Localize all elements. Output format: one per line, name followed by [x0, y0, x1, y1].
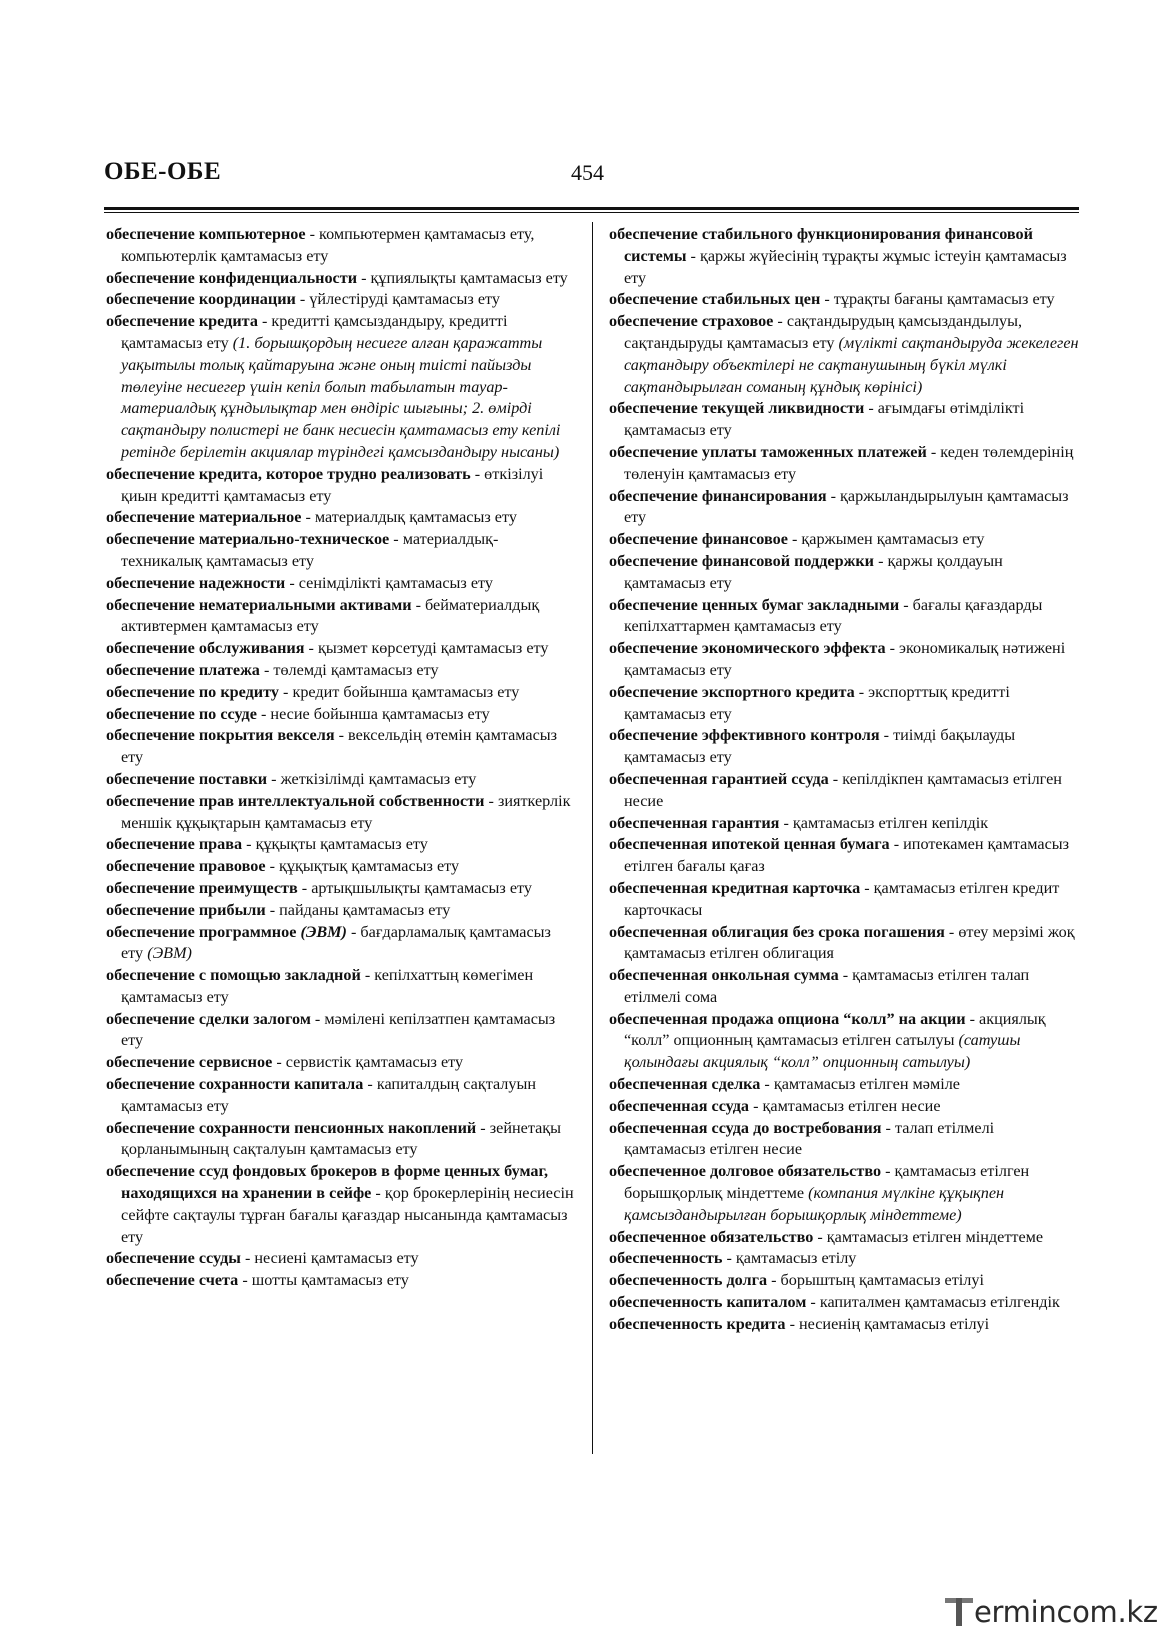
entry-translation: - бағалы қағаздарды кепілхаттармен қамтамасыз ету: [624, 595, 1043, 636]
entry-translation: - қамтамасыз етілген несие: [749, 1096, 941, 1115]
dictionary-entry: [106, 529, 576, 573]
entry-translation: - несиені қамтамасыз ету: [240, 1249, 419, 1268]
entry-note: (компания мүлкіне құқықпен қамсыздандырылған борышқорлық міндеттеме): [624, 1184, 1005, 1224]
entry-term: обеспечение счета: [106, 1271, 239, 1290]
dictionary-entry: [106, 595, 576, 639]
entry-term: обеспечение страховое: [609, 312, 774, 331]
dictionary-entry: [106, 769, 576, 791]
dictionary-entry: [609, 1314, 1079, 1336]
entry-term: обеспеченная продажа опциона “колл” на акции: [609, 1009, 966, 1028]
dictionary-entry: [106, 856, 576, 878]
entry-translation: - үйлестіруді қамтамасыз ету: [295, 290, 500, 309]
entry-term: обеспечение материальное: [106, 508, 302, 527]
dictionary-entry: [106, 682, 576, 704]
dictionary-entry: [106, 573, 576, 595]
dictionary-entry: [609, 1270, 1079, 1292]
entry-translation: - құқықты қамтамасыз ету: [242, 835, 428, 854]
entry-term: обеспечение стабильного функционирования финансовой системы: [609, 225, 1033, 265]
entry-translation: - жеткізілімді қамтамасыз ету: [267, 769, 477, 788]
entry-term: обеспечение сервисное: [106, 1053, 273, 1072]
column-divider: [592, 222, 593, 1454]
entry-translation: - қор брокерлерінің несиесін сейфте сақтаулы тұрған бағалы қағаздар нысанында қамтамасыз ету: [121, 1184, 574, 1246]
dictionary-entry: [106, 791, 576, 835]
entry-translation: - сенімділікті қамтамасыз ету: [285, 573, 494, 592]
dictionary-entry: [106, 965, 576, 1009]
entry-term: обеспечение финансовой поддержки: [609, 551, 875, 570]
entry-term: обеспечение по ссуде: [106, 704, 257, 723]
dictionary-entry: [609, 878, 1079, 922]
dictionary-entry: [609, 224, 1079, 289]
dictionary-entry: [609, 1227, 1079, 1249]
entry-translation: - қамтамасыз етілу: [722, 1249, 857, 1268]
entry-translation: - ипотекамен қамтамасыз етілген бағалы қағаз: [624, 835, 1070, 876]
entry-term: обеспечение экономического эффекта: [609, 639, 886, 658]
dictionary-entry: [106, 878, 576, 900]
dictionary-entry: [609, 1292, 1079, 1314]
entry-translation: - экспорттық кредитті қамтамасыз ету: [624, 682, 1010, 723]
dictionary-entry: [106, 311, 576, 464]
entry-translation: - несие бойынша қамтамасыз ету: [256, 704, 490, 723]
dictionary-entry: [106, 900, 576, 922]
entry-term: обеспеченная онкольная сумма: [609, 966, 839, 985]
entry-term: обеспечение координации: [106, 290, 296, 309]
entry-translation: - қамтамасыз етілген мәміле: [760, 1075, 960, 1094]
entry-term: обеспеченная кредитная карточка: [609, 878, 861, 897]
entry-translation: - пайданы қамтамасыз ету: [265, 900, 451, 919]
dictionary-entry: [609, 638, 1079, 682]
entry-term: обеспечение ценных бумаг закладными: [609, 595, 900, 614]
entry-translation: - сақтандырудың қамсыздандылуы, сақтандыруды қамтамасыз ету: [624, 312, 1023, 352]
entry-term: обеспеченная сделка: [609, 1075, 761, 1094]
entry-term: обеспечение правовое: [106, 857, 266, 876]
entry-translation: - құпиялықты қамтамасыз ету: [357, 268, 568, 287]
entry-translation: - ағымдағы өтімділікті қамтамасыз ету: [624, 399, 1025, 440]
dictionary-entry: [609, 725, 1079, 769]
entry-term: обеспечение права: [106, 835, 243, 854]
dictionary-entry: [106, 922, 576, 966]
right-column: [609, 224, 1079, 1336]
entry-translation: - акциялық “колл” опционның қамтамасыз етілген сатылуы: [624, 1009, 1046, 1050]
dictionary-entry: [106, 834, 576, 856]
entry-translation: - талап етілмелі қамтамасыз етілген несие: [624, 1118, 995, 1159]
dictionary-entry: [106, 289, 576, 311]
entry-translation: - қаржы жүйесінің тұрақты жұмыс істеуін қамтамасыз ету: [624, 246, 1067, 287]
entry-translation: - төлемді қамтамасыз ету: [259, 660, 439, 679]
entry-term: обеспечение платежа: [106, 660, 260, 679]
entry-term: обеспечение эффективного контроля: [609, 726, 880, 745]
entry-note: (1. борышқордың несиеге алған қаражатты уақытылы толық қайтаруына және оның тиісті пайызды төлеуіне несиегер үшін кепіл болып табылатын тауар-материалдық құндылықтар мен өндіріс шығыны; 2. өмірді сақтандыру полистері не банк несиесін қамтамасыз ету кепілі ретінде берілетін акциялар түріндегі қамсыздандыру нысаны): [121, 333, 561, 461]
dictionary-entry: [609, 834, 1079, 878]
entry-translation: - экономикалық нәтижені қамтамасыз ету: [624, 639, 1066, 679]
entry-translation: - қызмет көрсетуді қамтамасыз ету: [304, 639, 549, 658]
dictionary-entry: [106, 704, 576, 726]
dictionary-entry: [609, 813, 1079, 835]
entry-term: обеспечение экспортного кредита: [609, 682, 855, 701]
dictionary-entry: [106, 660, 576, 682]
entry-translation: - құқықтық қамтамасыз ету: [265, 857, 460, 876]
dictionary-entry: [609, 922, 1079, 966]
dictionary-entry: [609, 529, 1079, 551]
entry-translation: - капиталмен қамтамасыз етілгендік: [806, 1293, 1060, 1312]
entry-term: обеспечение преимуществ: [106, 878, 298, 897]
dictionary-entry: [609, 682, 1079, 726]
entry-term: обеспечение ссуд фондовых брокеров в форме ценных бумаг, находящихся на хранении в сейфе: [106, 1162, 549, 1203]
entry-translation: - зейнетақы қорланымының сақталуын қамтамасыз ету: [121, 1118, 562, 1159]
entry-term-note: (ЭВМ): [296, 922, 347, 941]
entry-translation: - материалдық-техникалық қамтамасыз ету: [121, 530, 499, 570]
entry-translation: - тиімді бақылауды қамтамасыз ету: [624, 726, 1016, 767]
entry-term: обеспеченное обязательство: [609, 1227, 814, 1246]
entry-term: обеспечение материально-техническое: [106, 530, 390, 549]
entry-translation: - вексельдің өтемін қамтамасыз ету: [121, 726, 558, 767]
entry-translation: - сервистік қамтамасыз ету: [272, 1053, 464, 1072]
entry-note: (мүлікті сақтандыруда жекелеген сақтандыру объектілері не сақтанушының бүкіл мүлкі сақтандырылған соманың құндық көрінісі): [624, 333, 1079, 396]
entry-translation: - материалдық қамтамасыз ету: [301, 508, 517, 527]
entry-translation: - шотты қамтамасыз ету: [238, 1271, 409, 1290]
dictionary-entry: [609, 1248, 1079, 1270]
entry-term: обеспеченность кредита: [609, 1314, 786, 1333]
entry-translation: - зияткерлік меншік құқықтарын қамтамасыз ету: [121, 791, 571, 832]
entry-term: обеспеченное долговое обязательство: [609, 1162, 882, 1181]
entry-term: обеспечение конфиденциальности: [106, 268, 358, 287]
entry-term: обеспечение надежности: [106, 573, 286, 592]
dictionary-entry: [609, 769, 1079, 813]
header-rule-thick: [104, 207, 1079, 210]
entry-term: обеспечение финансовое: [609, 530, 788, 549]
entry-translation: - бейматериалдық активтермен қамтамасыз ету: [121, 595, 540, 636]
entry-translation: - артықшылықты қамтамасыз ету: [297, 878, 532, 897]
entry-term: обеспеченная ссуда до востребования: [609, 1118, 882, 1137]
entry-term: обеспечение прибыли: [106, 900, 266, 919]
entry-translation: - қамтамасыз етілген борышқорлық міндеттеме: [624, 1162, 1030, 1203]
entry-term: обеспечение финансирования: [609, 486, 827, 505]
entry-translation: - қамтамасыз етілген кредит карточкасы: [624, 878, 1060, 919]
dictionary-entry: [106, 1270, 576, 1292]
entry-term: обеспечение программное: [106, 922, 297, 941]
entry-term: обеспечение нематериальными активами: [106, 595, 412, 614]
entry-translation: - компьютермен қамтамасыз ету, компьютерлік қамтамасыз ету: [121, 225, 535, 265]
dictionary-entry: [609, 1009, 1079, 1074]
dictionary-entry: [609, 311, 1079, 398]
dictionary-entry: [106, 1052, 576, 1074]
entry-term: обеспечение ссуды: [106, 1249, 241, 1268]
dictionary-entry: [106, 1161, 576, 1248]
entry-term: обеспечение поставки: [106, 769, 268, 788]
dictionary-entry: [106, 1118, 576, 1162]
entry-term: обеспеченная гарантией ссуда: [609, 769, 829, 788]
terminсom-logo: [945, 1592, 1158, 1632]
header-rule-thin: [104, 212, 1079, 213]
dictionary-entry: [106, 268, 576, 290]
entry-translation: - қамтамасыз етілген кепілдік: [779, 813, 989, 832]
page-header-title: ОБЕ-ОБЕ: [104, 158, 222, 185]
entry-term: обеспечение сохранности пенсионных накоплений: [106, 1118, 477, 1137]
entry-translation: - қаржыландырылуын қамтамасыз ету: [624, 486, 1069, 527]
dictionary-entry: [106, 464, 576, 508]
dictionary-entry: [106, 1009, 576, 1053]
logo-t-icon: [945, 1597, 973, 1627]
dictionary-entry: [609, 1118, 1079, 1162]
entry-translation: - қаржымен қамтамасыз ету: [787, 530, 985, 549]
entry-term: обеспеченность капиталом: [609, 1293, 807, 1312]
page-number: 454: [571, 160, 604, 185]
entry-translation: - кеден төлемдерінің төленуін қамтамасыз ету: [624, 442, 1074, 483]
entry-translation: - кепілдікпен қамтамасыз етілген несие: [624, 769, 1062, 810]
entry-term: обеспеченная ссуда: [609, 1096, 750, 1115]
dictionary-entry: [609, 965, 1079, 1009]
dictionary-entry: [609, 289, 1079, 311]
dictionary-entry: [106, 507, 576, 529]
entry-translation: - бағдарламалық қамтамасыз ету: [121, 922, 551, 963]
entry-term: обеспечение стабильных цен: [609, 290, 821, 309]
dictionary-entry: [106, 638, 576, 660]
dictionary-entry: [609, 442, 1079, 486]
entry-term: обеспеченность долга: [609, 1271, 768, 1290]
entry-term: обеспечение покрытия векселя: [106, 726, 335, 745]
entry-translation: - өтеу мерзімі жоқ қамтамасыз етілген облигация: [624, 922, 1075, 963]
entry-translation: - қамтамасыз етілген міндеттеме: [813, 1227, 1044, 1246]
dictionary-entry: [106, 725, 576, 769]
dictionary-entry: [609, 398, 1079, 442]
dictionary-entry: [609, 551, 1079, 595]
dictionary-entry: [106, 1074, 576, 1118]
dictionary-entry: [106, 224, 576, 268]
entry-note: (сатушы қолындағы акциялық “колл” опционның сатылуы): [624, 1031, 1021, 1072]
entry-translation: - капиталдың сақталуын қамтамасыз ету: [121, 1075, 537, 1115]
entry-translation: - қаржы қолдауын қамтамасыз ету: [624, 551, 1003, 592]
dictionary-entry: [609, 1074, 1079, 1096]
entry-term: обеспечение обслуживания: [106, 639, 305, 658]
entry-term: обеспечение с помощью закладной: [106, 966, 361, 985]
entry-translation: - кепілхаттың көмегімен қамтамасыз ету: [121, 966, 534, 1006]
entry-term: обеспечение сохранности капитала: [106, 1075, 364, 1094]
entry-translation: - несиенің қамтамасыз етілуі: [785, 1314, 990, 1333]
entry-note: (ЭВМ): [147, 944, 192, 963]
entry-translation: - кредит бойынша қамтамасыз ету: [278, 682, 520, 701]
entry-translation: - қамтамасыз етілген талап етілмелі сома: [624, 966, 1030, 1006]
entry-term: обеспечение по кредиту: [106, 682, 279, 701]
dictionary-entry: [609, 1161, 1079, 1226]
dictionary-entry: [609, 595, 1079, 639]
dictionary-entry: [106, 1248, 576, 1270]
entry-term: обеспеченная ипотекой ценная бумага: [609, 835, 890, 854]
entry-term: обеспечение прав интеллектуальной собственности: [106, 791, 485, 810]
entry-translation: - кредитті қамсыздандыру, кредитті қамтамасыз ету: [121, 312, 508, 352]
entry-term: обеспеченная облигация без срока погашения: [609, 922, 945, 941]
entry-term: обеспечение кредита: [106, 312, 258, 331]
entry-term: обеспечение кредита, которое трудно реализовать: [106, 464, 471, 483]
entry-translation: - тұрақты бағаны қамтамасыз ету: [820, 290, 1055, 309]
entry-term: обеспечение компьютерное: [106, 225, 306, 243]
entry-term: обеспеченность: [609, 1249, 723, 1268]
entry-translation: - мәмілені кепілзатпен қамтамасыз ету: [121, 1009, 556, 1050]
dictionary-entry: [609, 486, 1079, 530]
left-column: [106, 224, 576, 1292]
entry-term: обеспечение текущей ликвидности: [609, 399, 865, 418]
entry-term: обеспечение сделки залогом: [106, 1009, 311, 1028]
dictionary-entry: [609, 1096, 1079, 1118]
entry-term: обеспеченная гарантия: [609, 813, 780, 832]
entry-term: обеспечение уплаты таможенных платежей: [609, 442, 927, 461]
logo-text: ermincom.kz: [974, 1595, 1158, 1629]
entry-translation: - өткізілуі қиын кредитті қамтамасыз ету: [121, 464, 544, 505]
entry-translation: - борыштың қамтамасыз етілуі: [767, 1271, 984, 1290]
